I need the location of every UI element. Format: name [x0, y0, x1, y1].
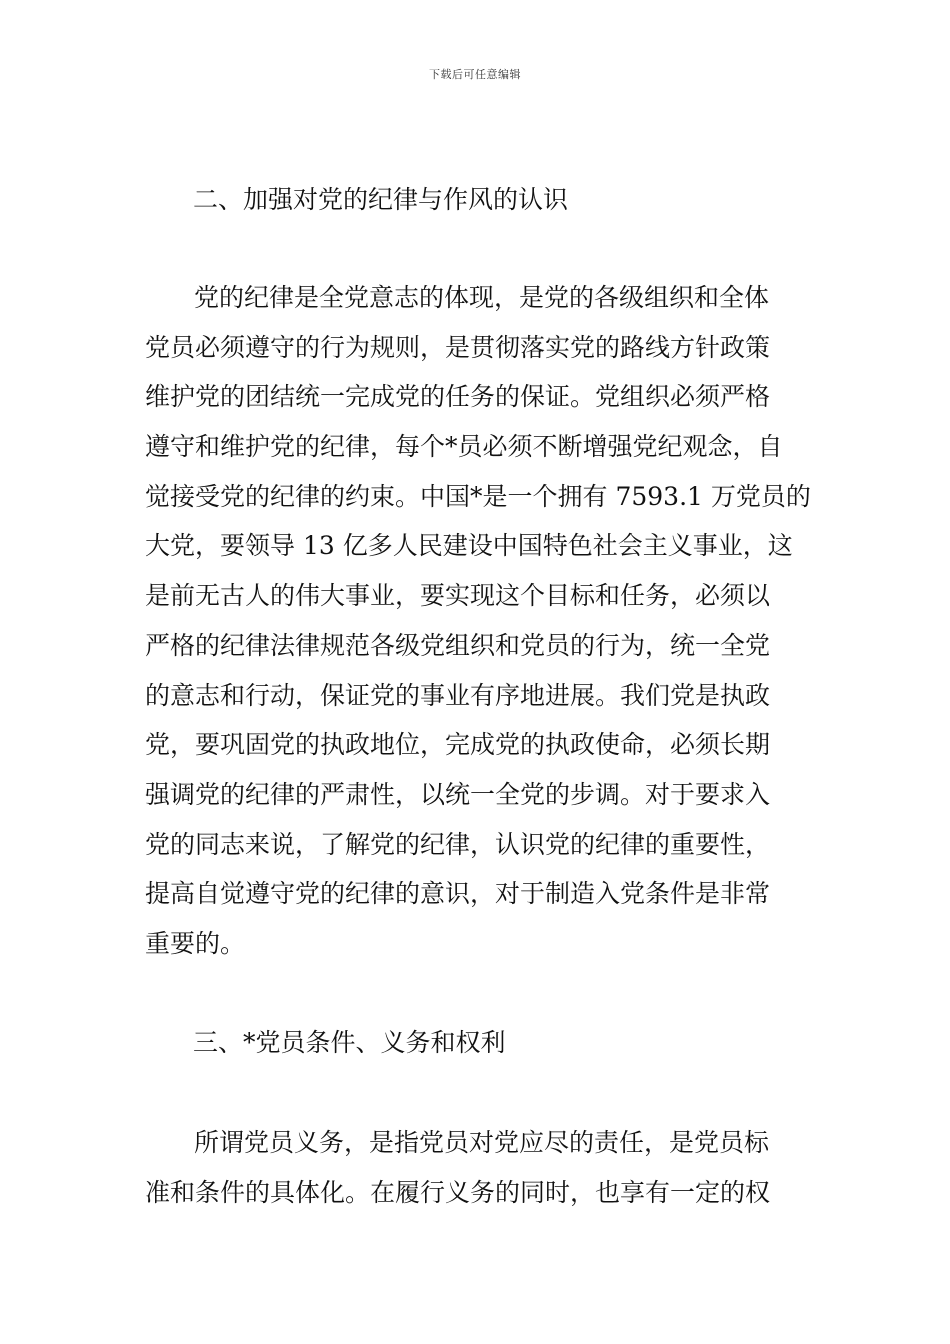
header-note: 下载后可任意编辑 — [429, 68, 521, 81]
paragraph-line: 所谓党员义务，是指党员对党应尽的责任，是党员标 — [194, 1128, 770, 1157]
section-heading-member-conditions: 三、*党员条件、义务和权利 — [193, 1028, 506, 1057]
paragraph-line: 准和条件的具体化。在履行义务的同时，也享有一定的权 — [145, 1177, 771, 1207]
paragraph-line: 党的纪律是全党意志的体现，是党的各级组织和全体 — [194, 283, 770, 312]
section-heading-discipline: 二、加强对党的纪律与作风的认识 — [193, 185, 569, 214]
paragraph-member-obligations — [145, 1118, 815, 1217]
paragraph-party-discipline — [145, 273, 815, 969]
paragraph-line: 的意志和行动，保证党的事业有序地进展。我们党是执政 — [145, 680, 771, 710]
paragraph-line: 大党，要领导 13 亿多人民建设中国特色社会主义事业，这 — [145, 531, 793, 561]
paragraph-line: 党，要巩固党的执政地位，完成党的执政使命，必须长期 — [145, 730, 771, 760]
paragraph-line: 党的同志来说，了解党的纪律，认识党的纪律的重要性， — [145, 829, 771, 859]
paragraph-line: 是前无古人的伟大事业，要实现这个目标和任务，必须以 — [145, 581, 771, 611]
paragraph-line: 重要的。 — [145, 928, 246, 958]
paragraph-line: 遵守和维护党的纪律，每个*员必须不断增强党纪观念，自 — [145, 432, 783, 462]
paragraph-line: 党员必须遵守的行为规则，是贯彻落实党的路线方针政策 — [145, 332, 771, 362]
paragraph-line: 强调党的纪律的严肃性，以统一全党的步调。对于要求入 — [145, 779, 771, 809]
paragraph-line: 严格的纪律法律规范各级党组织和党员的行为，统一全党 — [145, 630, 771, 660]
paragraph-line: 维护党的团结统一完成党的任务的保证。党组织必须严格 — [145, 382, 771, 412]
paragraph-line: 提高自觉遵守党的纪律的意识，对于制造入党条件是非常 — [145, 879, 771, 909]
paragraph-line: 觉接受党的纪律的约束。中国*是一个拥有 7593.1 万党员的 — [145, 481, 811, 511]
